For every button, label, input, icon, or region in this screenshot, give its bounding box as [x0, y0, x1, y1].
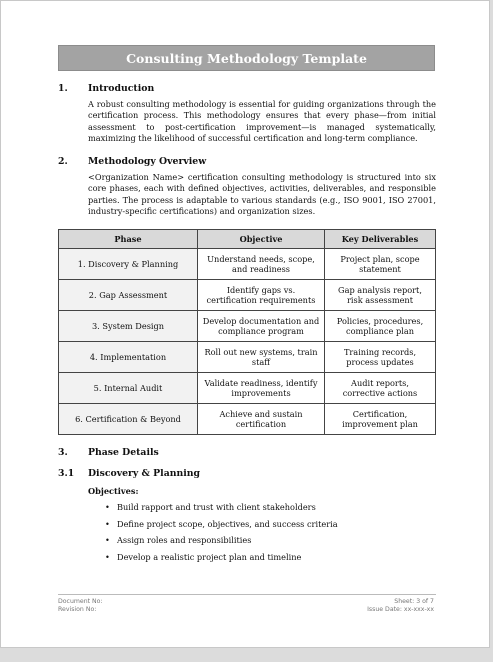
deliverables-cell: Training records, process updates: [325, 342, 436, 373]
phase-cell: 5. Internal Audit: [59, 373, 198, 404]
table-row: [59, 249, 436, 280]
list-item-text: Assign roles and responsibilities: [117, 535, 252, 545]
table-row: [59, 404, 436, 435]
objectives-list: [105, 501, 338, 567]
objectives-label: Objectives:: [88, 486, 139, 496]
bullet-icon: •: [105, 535, 110, 545]
footer-sheet-number: Sheet: 3 of 7: [394, 598, 434, 605]
section-title: Methodology Overview: [88, 156, 207, 167]
bullet-icon: •: [105, 502, 110, 512]
section-title: Discovery & Planning: [88, 468, 201, 479]
phase-cell: 3. System Design: [59, 311, 198, 342]
table-row: [59, 311, 436, 342]
list-item: [105, 518, 338, 535]
phase-cell: 6. Certification & Beyond: [59, 404, 198, 435]
methodology-overview-paragraph: <Organization Name> certification consulting methodology is structured into six core phases, each with defined objectives, activities, deliverables, and responsible parties. The process is adaptable to various standards (e.g., ISO 9001, ISO 27001, industry-specific certifications) and organization sizes.: [88, 172, 436, 216]
section-number: 1.: [58, 83, 68, 94]
deliverables-cell: Project plan, scope statement: [325, 249, 436, 280]
phase-cell: 1. Discovery & Planning: [59, 249, 198, 280]
list-item-text: Define project scope, objectives, and success criteria: [117, 518, 338, 529]
section-title: Phase Details: [88, 447, 159, 458]
footer-divider: [58, 594, 436, 595]
introduction-paragraph: A robust consulting methodology is essential for guiding organizations through the certification process. This methodology ensures that every phase—from initial assessment to post-certification improvement—is managed systematically, maximizing the likelihood of successful certification and long-term compliance.: [88, 99, 436, 143]
section-title: Introduction: [88, 83, 155, 94]
objective-cell: Validate readiness, identify improvements: [198, 373, 325, 404]
deliverables-cell: Audit reports, corrective actions: [325, 373, 436, 404]
bullet-icon: •: [105, 518, 110, 529]
objective-cell: Achieve and sustain certification: [198, 404, 325, 435]
list-item: [105, 501, 338, 518]
section-number: 3.1: [58, 468, 75, 479]
methodology-phases-table: [58, 229, 436, 435]
section-number: 3.: [58, 447, 68, 458]
bullet-icon: •: [105, 551, 110, 562]
phase-cell: 2. Gap Assessment: [59, 280, 198, 311]
column-header-key-deliverables: Key Deliverables: [325, 230, 436, 249]
phase-cell: 4. Implementation: [59, 342, 198, 373]
footer-issue-date: Issue Date: xx-xxx-xx: [367, 606, 434, 613]
deliverables-cell: Certification, improvement plan: [325, 404, 436, 435]
objective-cell: Identify gaps vs. certification requirements: [198, 280, 325, 311]
table-row: [59, 373, 436, 404]
list-item: [105, 551, 338, 568]
column-header-objective: Objective: [198, 230, 325, 249]
section-number: 2.: [58, 156, 68, 167]
list-item-text: Build rapport and trust with client stakeholders: [117, 502, 316, 512]
list-item: [105, 534, 338, 551]
table-header-row: [59, 230, 436, 249]
table-row: [59, 280, 436, 311]
list-item-text: Develop a realistic project plan and timeline: [117, 551, 302, 562]
column-header-phase: Phase: [59, 230, 198, 249]
footer-document-no: Document No:: [58, 598, 103, 605]
document-title: Consulting Methodology Template: [58, 45, 435, 71]
deliverables-cell: Gap analysis report, risk assessment: [325, 280, 436, 311]
deliverables-cell: Policies, procedures, compliance plan: [325, 311, 436, 342]
table-row: [59, 342, 436, 373]
objective-cell: Roll out new systems, train staff: [198, 342, 325, 373]
objective-cell: Develop documentation and compliance program: [198, 311, 325, 342]
footer-revision-no: Revision No:: [58, 606, 97, 613]
objective-cell: Understand needs, scope, and readiness: [198, 249, 325, 280]
